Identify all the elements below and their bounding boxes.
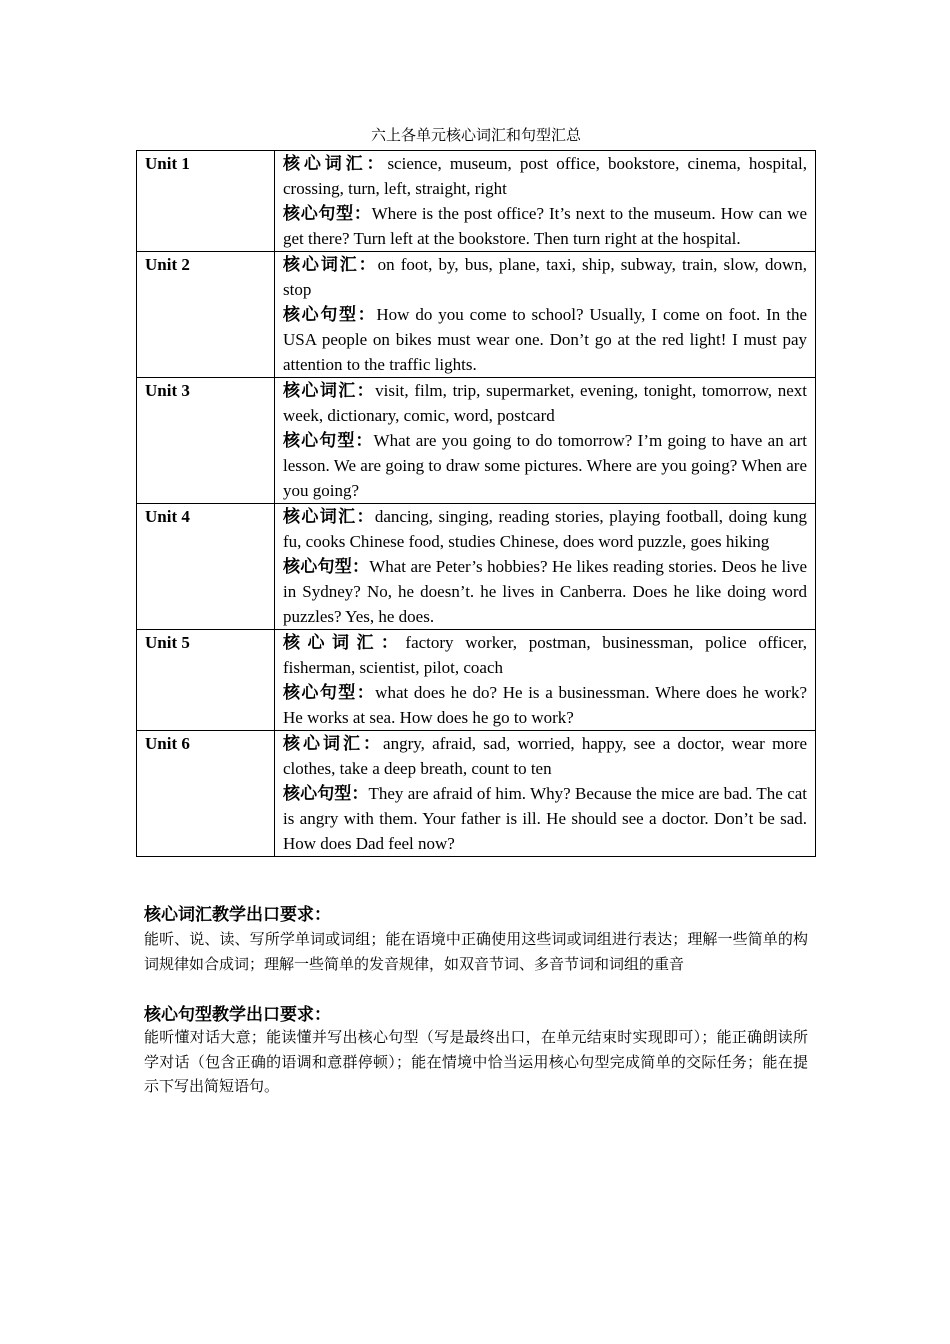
unit-name: Unit 5 bbox=[137, 630, 275, 731]
vocab-line bbox=[283, 504, 807, 554]
vocab-text: visit, film, trip, supermarket, evening, tonight, tomorrow, next week, dictionary, comic, word, postcard bbox=[283, 381, 807, 425]
vocab-label: 核心词汇： bbox=[283, 633, 406, 652]
document-title: 六上各单元核心词汇和句型汇总 bbox=[370, 128, 581, 144]
table-row bbox=[137, 504, 816, 630]
vocab-label: 核心词汇： bbox=[283, 154, 388, 173]
vocab-requirements-text: 能听、说、读、写所学单词或词组；能在语境中正确使用这些词或词组进行表达；理解一些简单的构词规律如合成词；理解一些简单的发音规律，如双音节词、多音节词和词组的重音 bbox=[144, 932, 808, 973]
unit-content bbox=[275, 378, 816, 504]
pattern-line bbox=[283, 680, 807, 730]
table-row bbox=[137, 731, 816, 857]
vocab-text: on foot, by, bus, plane, taxi, ship, subway, train, slow, down, stop bbox=[283, 255, 807, 299]
table-row bbox=[137, 378, 816, 504]
pattern-label: 核心句型： bbox=[283, 557, 370, 576]
unit-name: Unit 2 bbox=[137, 252, 275, 378]
pattern-line bbox=[283, 428, 807, 503]
units-table bbox=[136, 150, 816, 857]
vocab-text: factory worker, postman, businessman, police officer, fisherman, scientist, pilot, coach bbox=[283, 633, 807, 677]
table-row bbox=[137, 630, 816, 731]
vocab-text: angry, afraid, sad, worried, happy, see a doctor, wear more clothes, take a deep breath, count to ten bbox=[283, 734, 807, 778]
unit-content bbox=[275, 731, 816, 857]
unit-name: Unit 6 bbox=[137, 731, 275, 857]
pattern-line bbox=[283, 201, 807, 251]
pattern-text: How do you come to school? Usually, I come on foot. In the USA people on bikes must wear one. Don’t go at the red light! I must pay attention to the traffic lights. bbox=[283, 305, 808, 374]
vocab-label: 核心词汇： bbox=[283, 734, 384, 753]
pattern-label: 核心句型： bbox=[283, 204, 372, 223]
unit-content bbox=[275, 252, 816, 378]
pattern-text: What are Peter’s hobbies? He likes reading stories. Deos he live in Sydney? No, he doesn’t. he lives in Canberra. Does he like doing word puzzles? Yes, he does. bbox=[283, 557, 807, 626]
pattern-text: What are you going to do tomorrow? I’m going to have an art lesson. We are going to draw some pictures. Where are you going? When are you going? bbox=[283, 431, 807, 500]
unit-content bbox=[275, 630, 816, 731]
pattern-line bbox=[283, 554, 807, 629]
pattern-label: 核心句型： bbox=[283, 683, 376, 702]
unit-content bbox=[275, 504, 816, 630]
pattern-line bbox=[283, 302, 807, 377]
pattern-text: what does he do? He is a businessman. Where does he work? He works at sea. How does he go to work? bbox=[283, 683, 807, 727]
vocab-line bbox=[283, 151, 807, 201]
table-row bbox=[137, 151, 816, 252]
vocab-text: dancing, singing, reading stories, playing football, doing kung fu, cooks Chinese food, studies Chinese, does word puzzle, goes hiking bbox=[283, 507, 807, 551]
pattern-label: 核心句型： bbox=[283, 305, 377, 324]
vocab-line bbox=[283, 378, 807, 428]
vocab-label: 核心词汇： bbox=[283, 255, 378, 274]
pattern-text: Where is the post office? It’s next to the museum. How can we get there? Turn left at the bookstore. Then turn right at the hospital. bbox=[283, 204, 808, 248]
unit-name: Unit 4 bbox=[137, 504, 275, 630]
unit-name: Unit 3 bbox=[137, 378, 275, 504]
pattern-text: They are afraid of him. Why? Because the mice are bad. The cat is angry with them. Your father is ill. He should see a doctor. Don’t be sad. How does Dad feel now? bbox=[283, 784, 808, 853]
vocab-requirements-title: 核心词汇教学出口要求： bbox=[144, 905, 331, 924]
pattern-label: 核心句型： bbox=[283, 431, 374, 450]
vocab-line bbox=[283, 630, 807, 680]
vocab-text: science, museum, post office, bookstore, cinema, hospital, crossing, turn, left, straight, right bbox=[283, 154, 808, 198]
vocab-line bbox=[283, 731, 807, 781]
pattern-label: 核心句型： bbox=[283, 784, 369, 803]
pattern-requirements-text: 能听懂对话大意；能读懂并写出核心句型（写是最终出口，在单元结束时实现即可）；能正确朗读所学对话（包含正确的语调和意群停顿）；能在情境中恰当运用核心句型完成简单的交际任务；能在提示下写出简短语句。 bbox=[144, 1030, 808, 1095]
vocab-label: 核心词汇： bbox=[283, 507, 375, 526]
vocab-line bbox=[283, 252, 807, 302]
unit-content bbox=[275, 151, 816, 252]
pattern-requirements-title: 核心句型教学出口要求： bbox=[144, 1005, 331, 1024]
pattern-line bbox=[283, 781, 807, 856]
vocab-label: 核心词汇： bbox=[283, 381, 376, 400]
table-row bbox=[137, 252, 816, 378]
unit-name: Unit 1 bbox=[137, 151, 275, 252]
